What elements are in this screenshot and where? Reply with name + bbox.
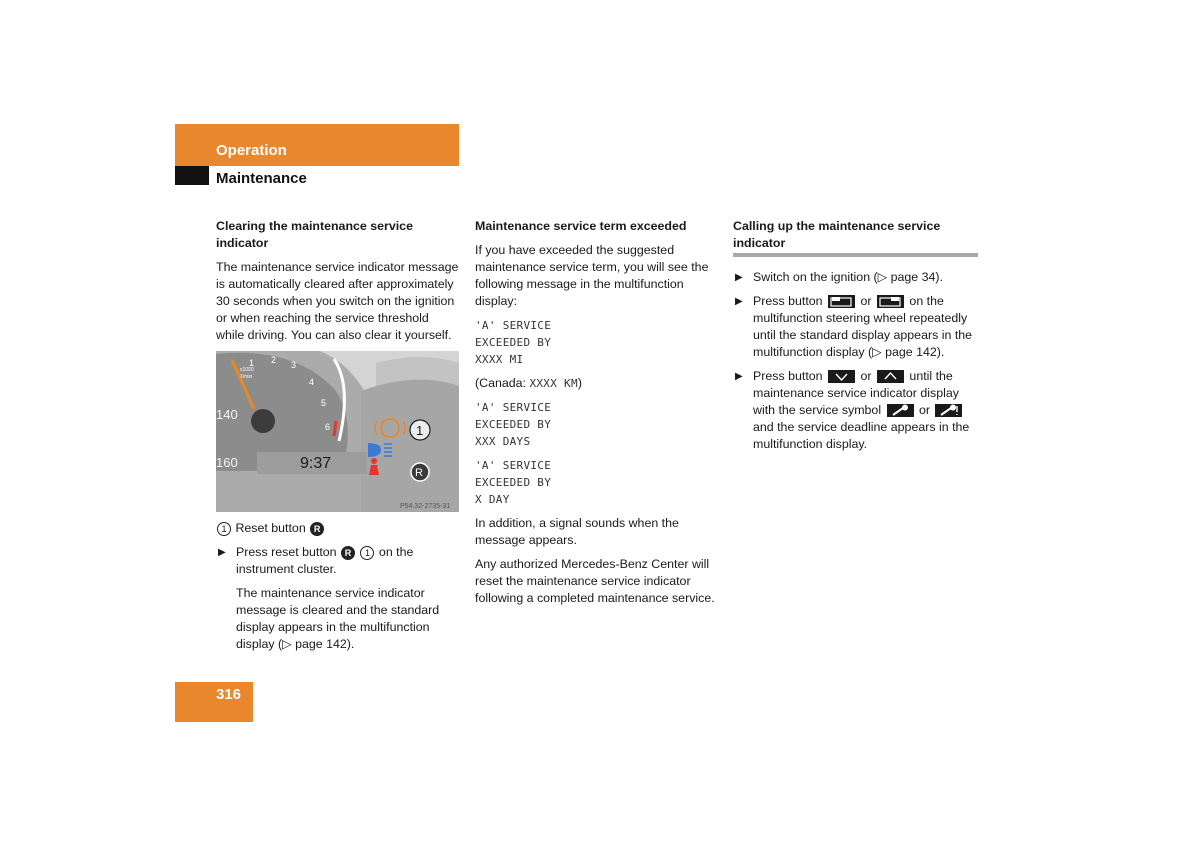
fig-clock: 9:37 [300, 455, 332, 472]
signal-note: In addition, a signal sounds when the message appears. [475, 516, 679, 547]
fig-rpm-2: 2 [271, 355, 277, 365]
reset-button-icon: R [310, 522, 324, 536]
fig-rpm-6: 6 [325, 422, 331, 432]
center-note: Any authorized Mercedes-Benz Center will reset the maintenance service indicator following a completed maintenance service. [475, 557, 715, 605]
header-marker [175, 166, 209, 185]
subsection-title: Maintenance [216, 170, 307, 187]
clearing-intro: The maintenance service indicator message is automatically cleared after approximately 30 seconds when you switch on the ignition or when reaching the service threshold while driving. You can also clear it yourself. [216, 260, 459, 342]
callout-1-icon: 1 [360, 546, 374, 560]
wrench-icon [887, 404, 914, 417]
fig-rpm-3: 3 [291, 360, 297, 370]
callout-1-icon: 1 [217, 522, 231, 536]
play-bullet-icon: ▶ [735, 296, 743, 307]
message-days: 'A' SERVICE EXCEEDED BY XXX DAYS [475, 401, 552, 448]
fig-speed-140: 140 [216, 407, 238, 422]
arrow-up-icon [877, 370, 904, 383]
step-page-buttons: ▶ Press button or on the multifunction steering wheel repeatedly until the standard display appears in the multifunction display (▷ page 142). [735, 294, 973, 359]
play-bullet-icon: ▶ [218, 547, 226, 558]
figure-code: P54.32-2735-31 [400, 503, 451, 510]
step-result: The maintenance service indicator message is cleared and the standard display appears in the multifunction display (▷ page 142). [236, 586, 440, 651]
column-calling-up [733, 218, 978, 460]
reset-button-icon: R [341, 546, 355, 560]
fig-rpm-unit-top: x1000 [240, 367, 254, 373]
fig-callout-1: 1 [416, 423, 424, 438]
step-arrow-buttons: ▶ Press button or until the maintenance service indicator display with the service symbol or and the service deadline appears in the multifunction display. [735, 369, 970, 451]
page-number: 316 [216, 686, 242, 703]
play-bullet-icon: ▶ [735, 272, 743, 283]
section-title: Operation [216, 142, 287, 159]
exceeded-intro: If you have exceeded the suggested maintenance service term, you will see the following message in the multifunction display: [475, 243, 709, 308]
legend-reset-button: 1 Reset button R [216, 520, 460, 537]
column-exceeded [475, 218, 720, 614]
display-page-back-icon [828, 295, 855, 308]
heading-calling-up: Calling up the maintenance service indicator [733, 218, 978, 257]
heading-exceeded: Maintenance service term exceeded [475, 219, 687, 233]
step-ignition: ▶ Switch on the ignition (▷ page 34). [735, 270, 943, 284]
arrow-down-icon [828, 370, 855, 383]
message-miles: 'A' SERVICE EXCEEDED BY XXXX MI [475, 319, 552, 366]
column-clearing [216, 218, 460, 660]
message-day: 'A' SERVICE EXCEEDED BY X DAY [475, 459, 552, 506]
page-tab [175, 682, 253, 722]
fig-rpm-unit-bottom: 1/min [240, 374, 253, 380]
step-press-reset: ▶ Press reset button R 1 on the instrument cluster. [218, 545, 414, 576]
fig-speed-160: 160 [216, 455, 238, 470]
play-bullet-icon: ▶ [735, 371, 743, 382]
wrench-alert-icon [935, 404, 962, 417]
fig-rpm-1: 1 [249, 358, 255, 368]
fig-reset-button: R [415, 467, 423, 479]
canada-note: (Canada: XXXX KM) [475, 376, 583, 390]
instrument-cluster-figure [216, 351, 459, 512]
display-page-forward-icon [877, 295, 904, 308]
fig-rpm-4: 4 [309, 377, 315, 387]
heading-clearing: Clearing the maintenance service indicator [216, 219, 413, 250]
fig-rpm-5: 5 [321, 398, 327, 408]
